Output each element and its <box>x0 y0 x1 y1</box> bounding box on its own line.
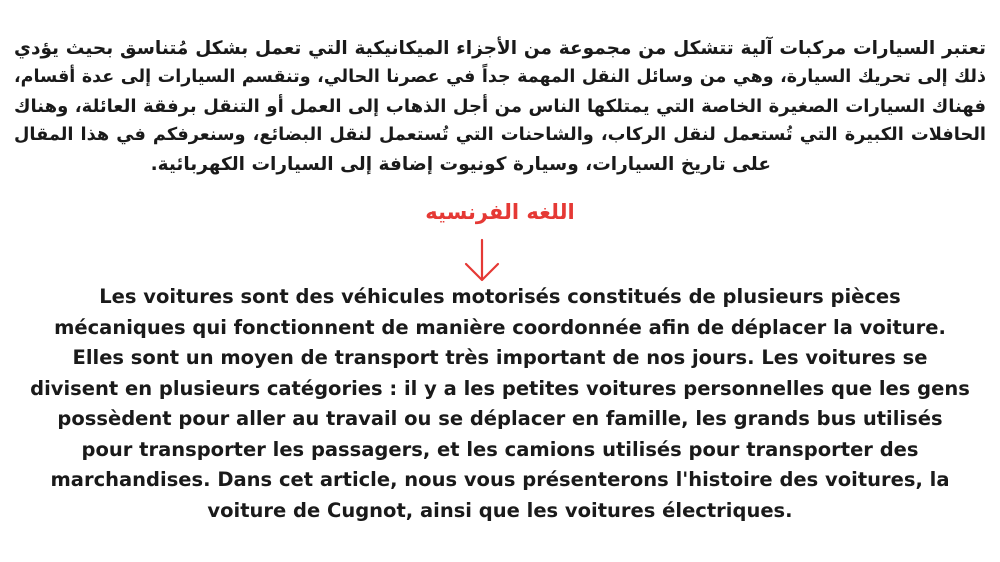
arabic-line: ذلك إلى تحريك السيارة، وهي من وسائل النقل المهمة جداً في عصرنا الحالي، وتنقسم السيارات إلى عدة أقسام، <box>14 67 986 87</box>
arabic-line: الحافلات الكبيرة التي تُستعمل لنقل الركاب، والشاحنات التي تُستعمل لنقل البضائع، وسنعرفكم في هذا المقال <box>14 125 986 145</box>
arabic-line: تعتبر السيارات مركبات آلية تتشكل من مجموعة من الأجزاء الميكانيكية التي تعمل بشكل مُتناسق بحيث يؤدي <box>14 38 986 59</box>
french-line: voiture de Cugnot, ainsi que les voitures électriques. <box>207 498 793 522</box>
french-line: mécaniques qui fonctionnent de manière coordonnée afin de déplacer la voiture. <box>54 315 946 339</box>
french-line: possèdent pour aller au travail ou se déplacer en famille, les grands bus utilisés <box>57 407 943 430</box>
french-line: pour transporter les passagers, et les camions utilisés pour transporter des <box>81 437 919 461</box>
french-line: Elles sont un moyen de transport très important de nos jours. Les voitures se <box>72 346 928 369</box>
arabic-line: على تاريخ السيارات، وسيارة كونيوت إضافة إلى السيارات الكهربائية. <box>150 154 771 175</box>
french-line: marchandises. Dans cet article, nous vous présenterons l'histoire des voitures, la <box>50 468 950 491</box>
french-line: Les voitures sont des véhicules motorisés constitués de plusieurs pièces <box>99 285 901 308</box>
down-arrow-icon <box>462 238 502 284</box>
french-line: divisent en plusieurs catégories : il y a les petites voitures personnelles que les gens <box>30 376 970 400</box>
arabic-paragraph <box>14 34 986 179</box>
language-label: اللغه الفرنسيه <box>425 200 575 224</box>
french-paragraph <box>0 282 1000 526</box>
arabic-line: فهناك السيارات الصغيرة الخاصة التي يمتلكها الناس من أجل الذهاب إلى العمل أو التنقل برفقة العائلة، وهناك <box>14 96 986 117</box>
